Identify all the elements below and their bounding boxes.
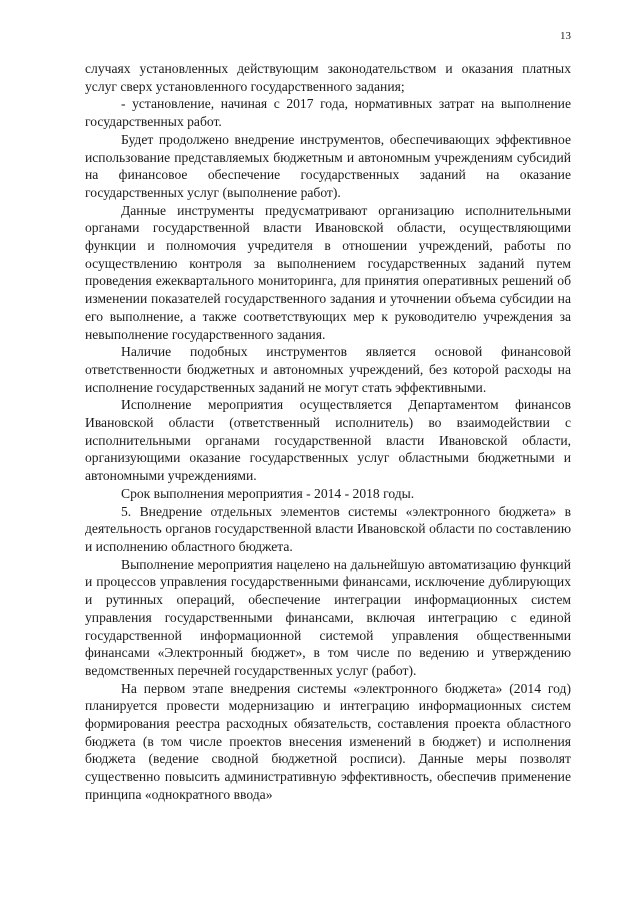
paragraph-first-stage: На первом этапе внедрения системы «электронного бюджета» (2014 год) планируется провести модернизацию и интеграцию информационных систем формирования реестра расходных обязательств, составления проекта областного бюджета (в том числе проектов внесения изменений в бюджет) и исполнения бюджета (ведение сводной бюджетной росписи). Данные меры позволят существенно повысить административную эффективность, обеспечив применение принципа «однократного ввода» bbox=[85, 680, 571, 802]
paragraph-normative-costs: - установление, начиная с 2017 года, нормативных затрат на выполнение государственных работ. bbox=[85, 96, 571, 130]
paragraph-instruments-monitoring: Данные инструменты предусматривают организацию исполнительными органами государственной власти Ивановской области, осуществляющими функции и полномочия учредителя в отношении учреждений, работы по осуществлению контроля за выполнением государственных заданий путем проведения ежеквартального мониторинга, для принятия оперативных решений об изменении показателей государственного задания и уточнении объема субсидии на его выполнение, а также соответствующих мер к руководителю учреждения за невыполнение государственного задания. bbox=[85, 202, 571, 342]
paragraph-continuation: случаях установленных действующим законодательством и оказания платных услуг сверх установленного государственного задания; bbox=[85, 61, 571, 94]
paragraph-instruments-introduction: Будет продолжено внедрение инструментов, обеспечивающих эффективное использование представляемых бюджетным и автономным учреждениям субсидий на финансовое обеспечение государственных заданий на оказание государственных услуг (выполнение работ). bbox=[85, 131, 571, 200]
paragraph-item-5-heading: 5. Внедрение отдельных элементов системы «электронного бюджета» в деятельность органов государственной власти Ивановской области по составлению и исполнению областного бюджета. bbox=[85, 503, 571, 554]
page-number: 13 bbox=[560, 30, 571, 42]
paragraph-automation: Выполнение мероприятия нацелено на дальнейшую автоматизацию функций и процессов управления государственными финансами, исключение дублирующих и рутинных операций, обеспечение интеграции информационных систем управления государственными финансами, включая интеграцию с единой государственной информационной системой управления общественными финансами «Электронный бюджет», в том числе по ведению и утверждению ведомственных перечней государственных услуг (работ). bbox=[85, 556, 571, 678]
paragraph-financial-responsibility: Наличие подобных инструментов является основой финансовой ответственности бюджетных и автономных учреждений, без которой расходы на исполнение государственных заданий не могут стать эффективными. bbox=[85, 344, 571, 395]
paragraph-deadline: Срок выполнения мероприятия - 2014 - 2018 годы. bbox=[121, 485, 415, 501]
body-text bbox=[85, 60, 571, 804]
paragraph-executor: Исполнение мероприятия осуществляется Департаментом финансов Ивановской области (ответственный исполнитель) во взаимодействии с исполнительными органами государственной власти Ивановской области, организующими оказание государственных услуг областными бюджетными и автономными учреждениями. bbox=[85, 397, 571, 484]
